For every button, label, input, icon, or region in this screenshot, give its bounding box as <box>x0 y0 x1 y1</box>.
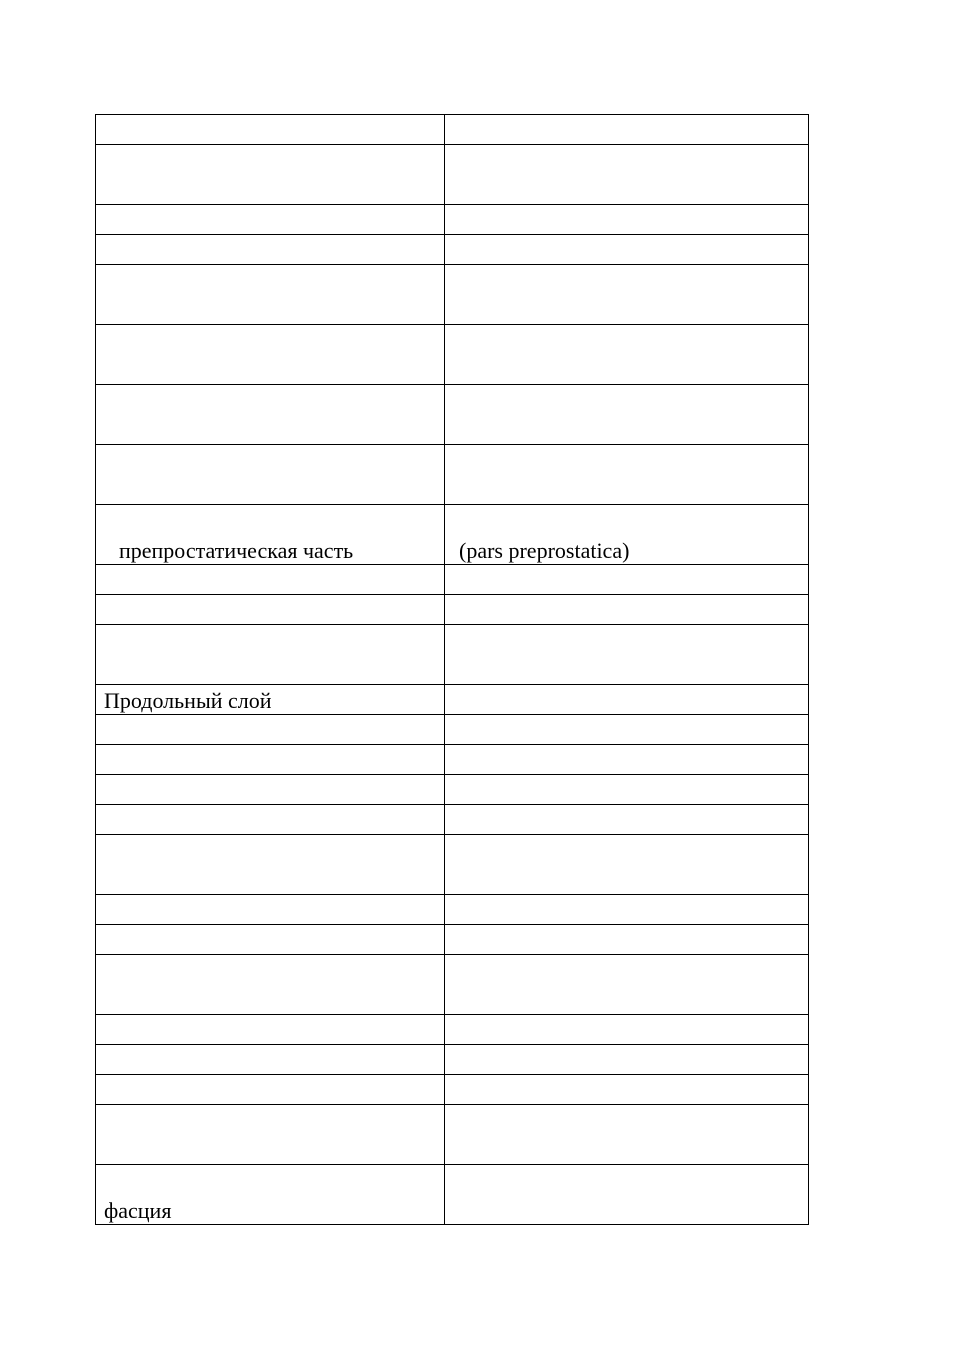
table-cell-right <box>445 445 809 505</box>
table-cell-left <box>96 445 445 505</box>
table-cell-right <box>445 625 809 685</box>
table-cell-left <box>96 265 445 325</box>
table-cell-left <box>96 835 445 895</box>
table-cell-left <box>96 685 445 715</box>
table-cell-left <box>96 745 445 775</box>
table-row <box>96 1015 809 1045</box>
table-cell-right <box>445 385 809 445</box>
table-cell-right <box>445 715 809 745</box>
table-cell-right <box>445 895 809 925</box>
table-cell-left <box>96 715 445 745</box>
table-cell-left <box>96 805 445 835</box>
table-cell-left <box>96 325 445 385</box>
table-cell-right <box>445 115 809 145</box>
table-cell-left <box>96 1075 445 1105</box>
table-row <box>96 625 809 685</box>
table-cell-right <box>445 145 809 205</box>
table-row <box>96 1165 809 1225</box>
table-row <box>96 925 809 955</box>
table-row <box>96 805 809 835</box>
table-cell-right <box>445 235 809 265</box>
table-row <box>96 325 809 385</box>
table-cell-right <box>445 205 809 235</box>
table-cell-left <box>96 1015 445 1045</box>
table-cell-right <box>445 1015 809 1045</box>
table-cell-left <box>96 925 445 955</box>
table-cell-right <box>445 835 809 895</box>
table-cell-left <box>96 565 445 595</box>
table-row <box>96 1105 809 1165</box>
table-row <box>96 505 809 565</box>
table-cell-left <box>96 1045 445 1075</box>
table-cell-right <box>445 775 809 805</box>
table-row <box>96 775 809 805</box>
table-cell-right <box>445 925 809 955</box>
table-row <box>96 1045 809 1075</box>
table-row <box>96 715 809 745</box>
cell-text: фасция <box>104 1198 172 1223</box>
table-row <box>96 145 809 205</box>
table-row <box>96 595 809 625</box>
table-cell-left <box>96 205 445 235</box>
table-row <box>96 895 809 925</box>
table-row <box>96 835 809 895</box>
table-cell-right <box>445 745 809 775</box>
table-row <box>96 955 809 1015</box>
table-cell-right <box>445 685 809 715</box>
cell-text: препростатическая часть <box>119 538 354 563</box>
table-cell-left <box>96 955 445 1015</box>
table-cell-left <box>96 115 445 145</box>
table-cell-left <box>96 235 445 265</box>
table-cell-left <box>96 1105 445 1165</box>
table-cell-right <box>445 565 809 595</box>
table-cell-left <box>96 385 445 445</box>
table-row <box>96 235 809 265</box>
table-cell-right <box>445 1075 809 1105</box>
table-cell-right <box>445 325 809 385</box>
table-cell-right <box>445 955 809 1015</box>
table-cell-left <box>96 895 445 925</box>
table-cell-right <box>445 1045 809 1075</box>
table-cell-left <box>96 775 445 805</box>
table-cell-left <box>96 625 445 685</box>
table-row <box>96 205 809 235</box>
table-cell-right <box>445 805 809 835</box>
table-cell-right <box>445 595 809 625</box>
table-cell-right <box>445 505 809 565</box>
terms-table <box>95 114 809 1225</box>
table-cell-right <box>445 1105 809 1165</box>
table-row <box>96 745 809 775</box>
cell-text <box>445 1223 808 1224</box>
cell-text: Продольный слой <box>104 688 272 713</box>
table-cell-left <box>96 505 445 565</box>
table-row <box>96 685 809 715</box>
table-row <box>96 115 809 145</box>
table-cell-left <box>96 145 445 205</box>
table-row <box>96 385 809 445</box>
cell-text: (pars preprostatica) <box>459 538 630 563</box>
table-cell-right <box>445 265 809 325</box>
table-row <box>96 265 809 325</box>
table-cell-left <box>96 595 445 625</box>
table-cell-right <box>445 1165 809 1225</box>
table-cell-left <box>96 1165 445 1225</box>
table-row <box>96 565 809 595</box>
table-row <box>96 445 809 505</box>
table-row <box>96 1075 809 1105</box>
